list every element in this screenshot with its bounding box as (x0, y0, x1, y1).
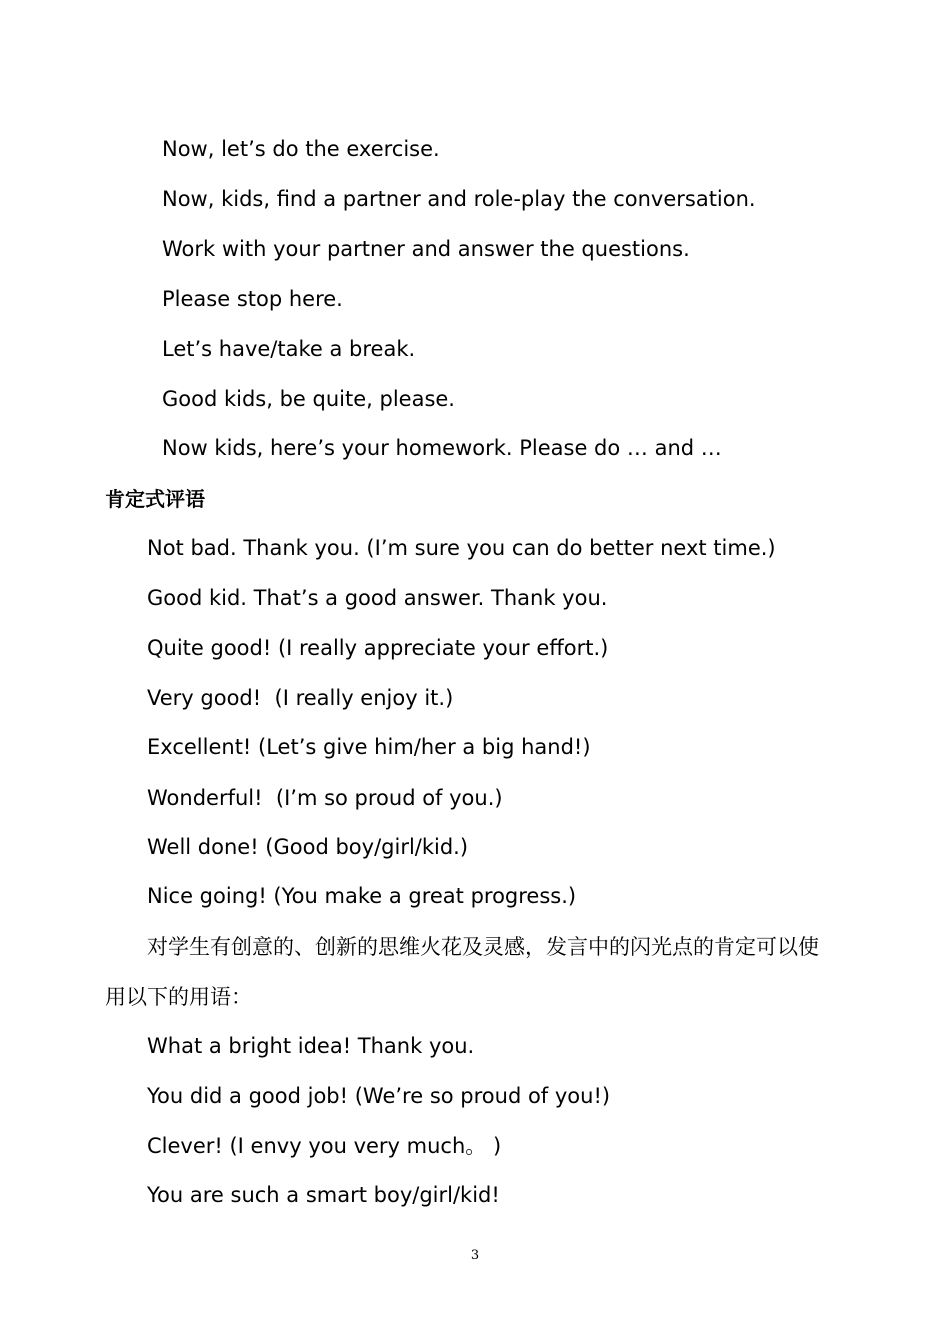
creative-note-line1: 对学生有创意的、创新的思维火花及灵感，发言中的闪光点的肯定可以使 (147, 935, 819, 959)
praise-line: Quite good! (I really appreciate your effort.) (147, 636, 609, 660)
praise-line: Good kid. That’s a good answer. Thank you. (147, 586, 608, 610)
instruction-line: Now, kids, find a partner and role-play the conversation. (162, 187, 756, 211)
praise-line: Wonderful! (I’m so proud of you.) (147, 786, 503, 810)
instruction-line: Work with your partner and answer the questions. (162, 237, 690, 261)
instruction-line: Please stop here. (162, 287, 343, 311)
creative-praise-line: You are such a smart boy/girl/kid! (147, 1183, 500, 1207)
instruction-line: Let’s have/take a break. (162, 337, 416, 361)
creative-praise-line: You did a good job! (We’re so proud of you!) (147, 1084, 611, 1108)
creative-praise-line: Clever! (I envy you very much。 ) (147, 1134, 502, 1158)
creative-note-line2: 用以下的用语： (105, 985, 252, 1009)
instruction-line: Now kids, here’s your homework. Please do … and … (162, 436, 722, 460)
praise-line: Excellent! (Let’s give him/her a big hand!) (147, 735, 591, 759)
praise-line: Nice going! (You make a great progress.) (147, 884, 577, 908)
praise-line: Not bad. Thank you. (I’m sure you can do better next time.) (147, 536, 776, 560)
instruction-line: Good kids, be quite, please. (162, 387, 455, 411)
praise-line: Well done! (Good boy/girl/kid.) (147, 835, 469, 859)
creative-praise-line: What a bright idea! Thank you. (147, 1034, 475, 1058)
section-heading: 肯定式评语 (105, 487, 205, 511)
instruction-line: Now, let’s do the exercise. (162, 137, 440, 161)
page-number: 3 (470, 1248, 480, 1263)
praise-line: Very good! (I really enjoy it.) (147, 686, 454, 710)
